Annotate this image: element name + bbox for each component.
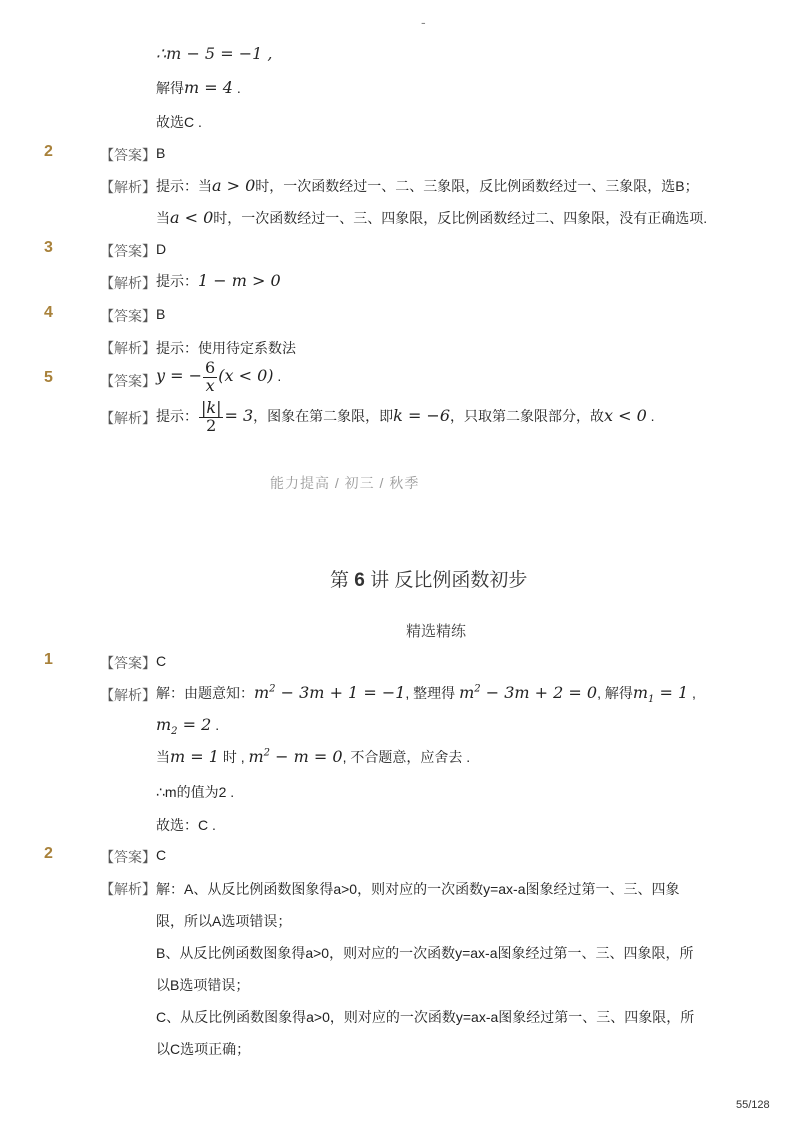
answer-tag: 【答案】: [100, 308, 156, 324]
s2-line-6: 以C选项正确；: [156, 1041, 251, 1057]
question-number-5: 5: [44, 369, 53, 386]
s1-l1-m3b: = 1: [654, 683, 689, 702]
s1-l1-sup1: 2: [269, 683, 276, 695]
analysis-tag: 【解析】: [100, 340, 156, 356]
s1-l1-end: ,: [688, 685, 696, 701]
q2-analysis-line-2: [156, 208, 707, 228]
page-number: 55/128: [736, 1099, 770, 1111]
q2-a1-pre: 提示：当: [156, 178, 212, 194]
s1-line-2: [156, 715, 219, 737]
lesson-title-pre: 第: [330, 570, 355, 591]
s1-l1-mid2: , 解得: [597, 685, 633, 701]
q5-hint-math3: x < 0: [604, 406, 647, 425]
s1-l3-end: , 不合题意，应舍去 .: [342, 749, 471, 765]
q5-answer: [156, 360, 281, 395]
s2-line-5: C、从反比例函数图象得a>0，则对应的一次函数y=ax-a图象经过第一、三、四象限，所: [156, 1009, 695, 1025]
s1-l1-mid: , 整理得: [405, 685, 460, 701]
s1-l2-m: m: [156, 715, 172, 734]
q2-a2-math: a < 0: [170, 208, 214, 227]
q4-answer: B: [156, 306, 166, 322]
s1-line-5: 故选：C .: [156, 817, 216, 833]
lesson-title: [330, 565, 527, 592]
prev-line-3: 故选C .: [156, 114, 202, 130]
q5-hint-math2: k = −6: [393, 406, 451, 425]
answer-tag: 【答案】: [100, 655, 156, 671]
s2-line-3: B、从反比例函数图象得a>0，则对应的一次函数y=ax-a图象经过第一、三、四象限，所: [156, 945, 694, 961]
prev-line-2-end: .: [232, 80, 241, 96]
analysis-tag: 【解析】: [100, 410, 156, 426]
q5-hint-pre: 提示：: [156, 408, 198, 424]
q2-a2-post: 时，一次函数经过一、三、四象限，反比例函数经过二、四象限，没有正确选项.: [213, 210, 708, 226]
q5-answer-right: (x < 0): [218, 366, 274, 385]
s2-line-4: 以B选项错误；: [156, 977, 250, 993]
prev-line-2-text: 解得: [156, 80, 184, 96]
s1-l1-sup2: 2: [474, 683, 481, 695]
prev-line-2-math: m = 4: [184, 78, 233, 97]
answer-tag: 【答案】: [100, 147, 156, 163]
analysis-tag: 【解析】: [100, 179, 156, 195]
s1-line-4: ∴m的值为2 .: [156, 784, 235, 800]
s1-l3-sup: 2: [263, 747, 271, 759]
q5-hint-frac-denominator: 2: [206, 415, 217, 435]
footer-section-label: 能力提高 / 初三 / 秋季: [270, 475, 420, 491]
q3-hint-math: 1 − m > 0: [198, 271, 281, 290]
q2-a1-post: 时，一次函数经过一、二、三象限，反比例函数经过一、三象限，选B；: [255, 178, 699, 194]
s1-line-1: [156, 683, 696, 705]
s2-line-2: 限，所以A选项错误；: [156, 913, 292, 929]
s1-l3-m2: m: [248, 747, 264, 766]
q5-frac-numerator: 6: [205, 358, 216, 377]
prev-line-2: [156, 78, 241, 98]
s1-l1-m1b: − 3m + 1 = −1: [275, 683, 406, 702]
s1-l2-end: .: [211, 717, 220, 733]
s1-l3-m2b: − m = 0: [270, 747, 343, 766]
q2-a1-math: a > 0: [212, 176, 256, 195]
q5-frac-denominator: x: [205, 375, 215, 395]
q5-hint-mid: ，图象在第二象限，即: [253, 408, 394, 424]
prev-line-1: ∴m − 5 = −1 ,: [156, 44, 273, 63]
q2-analysis-line-1: [156, 176, 699, 196]
q3-hint: [156, 271, 281, 291]
s1-l1-sub3: 1: [648, 694, 655, 706]
q5-hint-eq: = 3: [224, 406, 254, 425]
answer-tag: 【答案】: [100, 849, 156, 865]
section-subtitle: 精选精练: [406, 623, 467, 640]
analysis-tag: 【解析】: [100, 881, 156, 897]
q5-hint-frac-numerator: |k|: [201, 398, 222, 417]
s1-l3-pre: 当: [156, 749, 170, 765]
lesson-title-post: 讲 反比例函数初步: [364, 570, 528, 591]
s1-line-3: [156, 747, 470, 767]
s1-l1-m1: m: [254, 683, 270, 702]
s2-answer: C: [156, 847, 167, 863]
q3-answer: D: [156, 241, 167, 257]
s1-l3-math: m = 1: [170, 747, 219, 766]
s1-l1-m2: m: [459, 683, 475, 702]
q5-hint: [156, 400, 655, 435]
question-number-2: 2: [44, 143, 53, 160]
top-mark: -: [421, 14, 426, 30]
q5-answer-end: .: [273, 368, 282, 384]
s1-l2-mb: = 2: [177, 715, 212, 734]
s1-l3-mid: 时 ,: [218, 749, 249, 765]
lesson-number: 6: [354, 570, 365, 591]
question-number-2b: 2: [44, 845, 53, 862]
answer-tag: 【答案】: [100, 243, 156, 259]
q5-hint-mid2: ，只取第二象限部分，故: [450, 408, 605, 424]
q5-hint-end: .: [646, 408, 655, 424]
analysis-tag: 【解析】: [100, 687, 156, 703]
q3-hint-pre: 提示：: [156, 273, 198, 289]
q4-hint: 提示：使用待定系数法: [156, 340, 296, 356]
question-number-4: 4: [44, 304, 53, 321]
s1-l1-pre: 解：由题意知：: [156, 685, 254, 701]
s2-line-1: 解：A、从反比例函数图象得a>0，则对应的一次函数y=ax-a图象经过第一、三、四象: [156, 881, 680, 897]
analysis-tag: 【解析】: [100, 275, 156, 291]
q2-a2-pre: 当: [156, 210, 170, 226]
s1-l1-m3: m: [632, 683, 649, 702]
q5-answer-left: y = −: [156, 366, 203, 385]
answer-tag: 【答案】: [100, 373, 156, 389]
s1-l1-m2b: − 3m + 2 = 0: [480, 683, 598, 702]
q2-answer: B: [156, 145, 166, 161]
question-number-3: 3: [44, 239, 53, 256]
s1-answer: C: [156, 653, 167, 669]
s1-l2-sub: 2: [171, 726, 178, 738]
question-number-1: 1: [44, 651, 53, 668]
